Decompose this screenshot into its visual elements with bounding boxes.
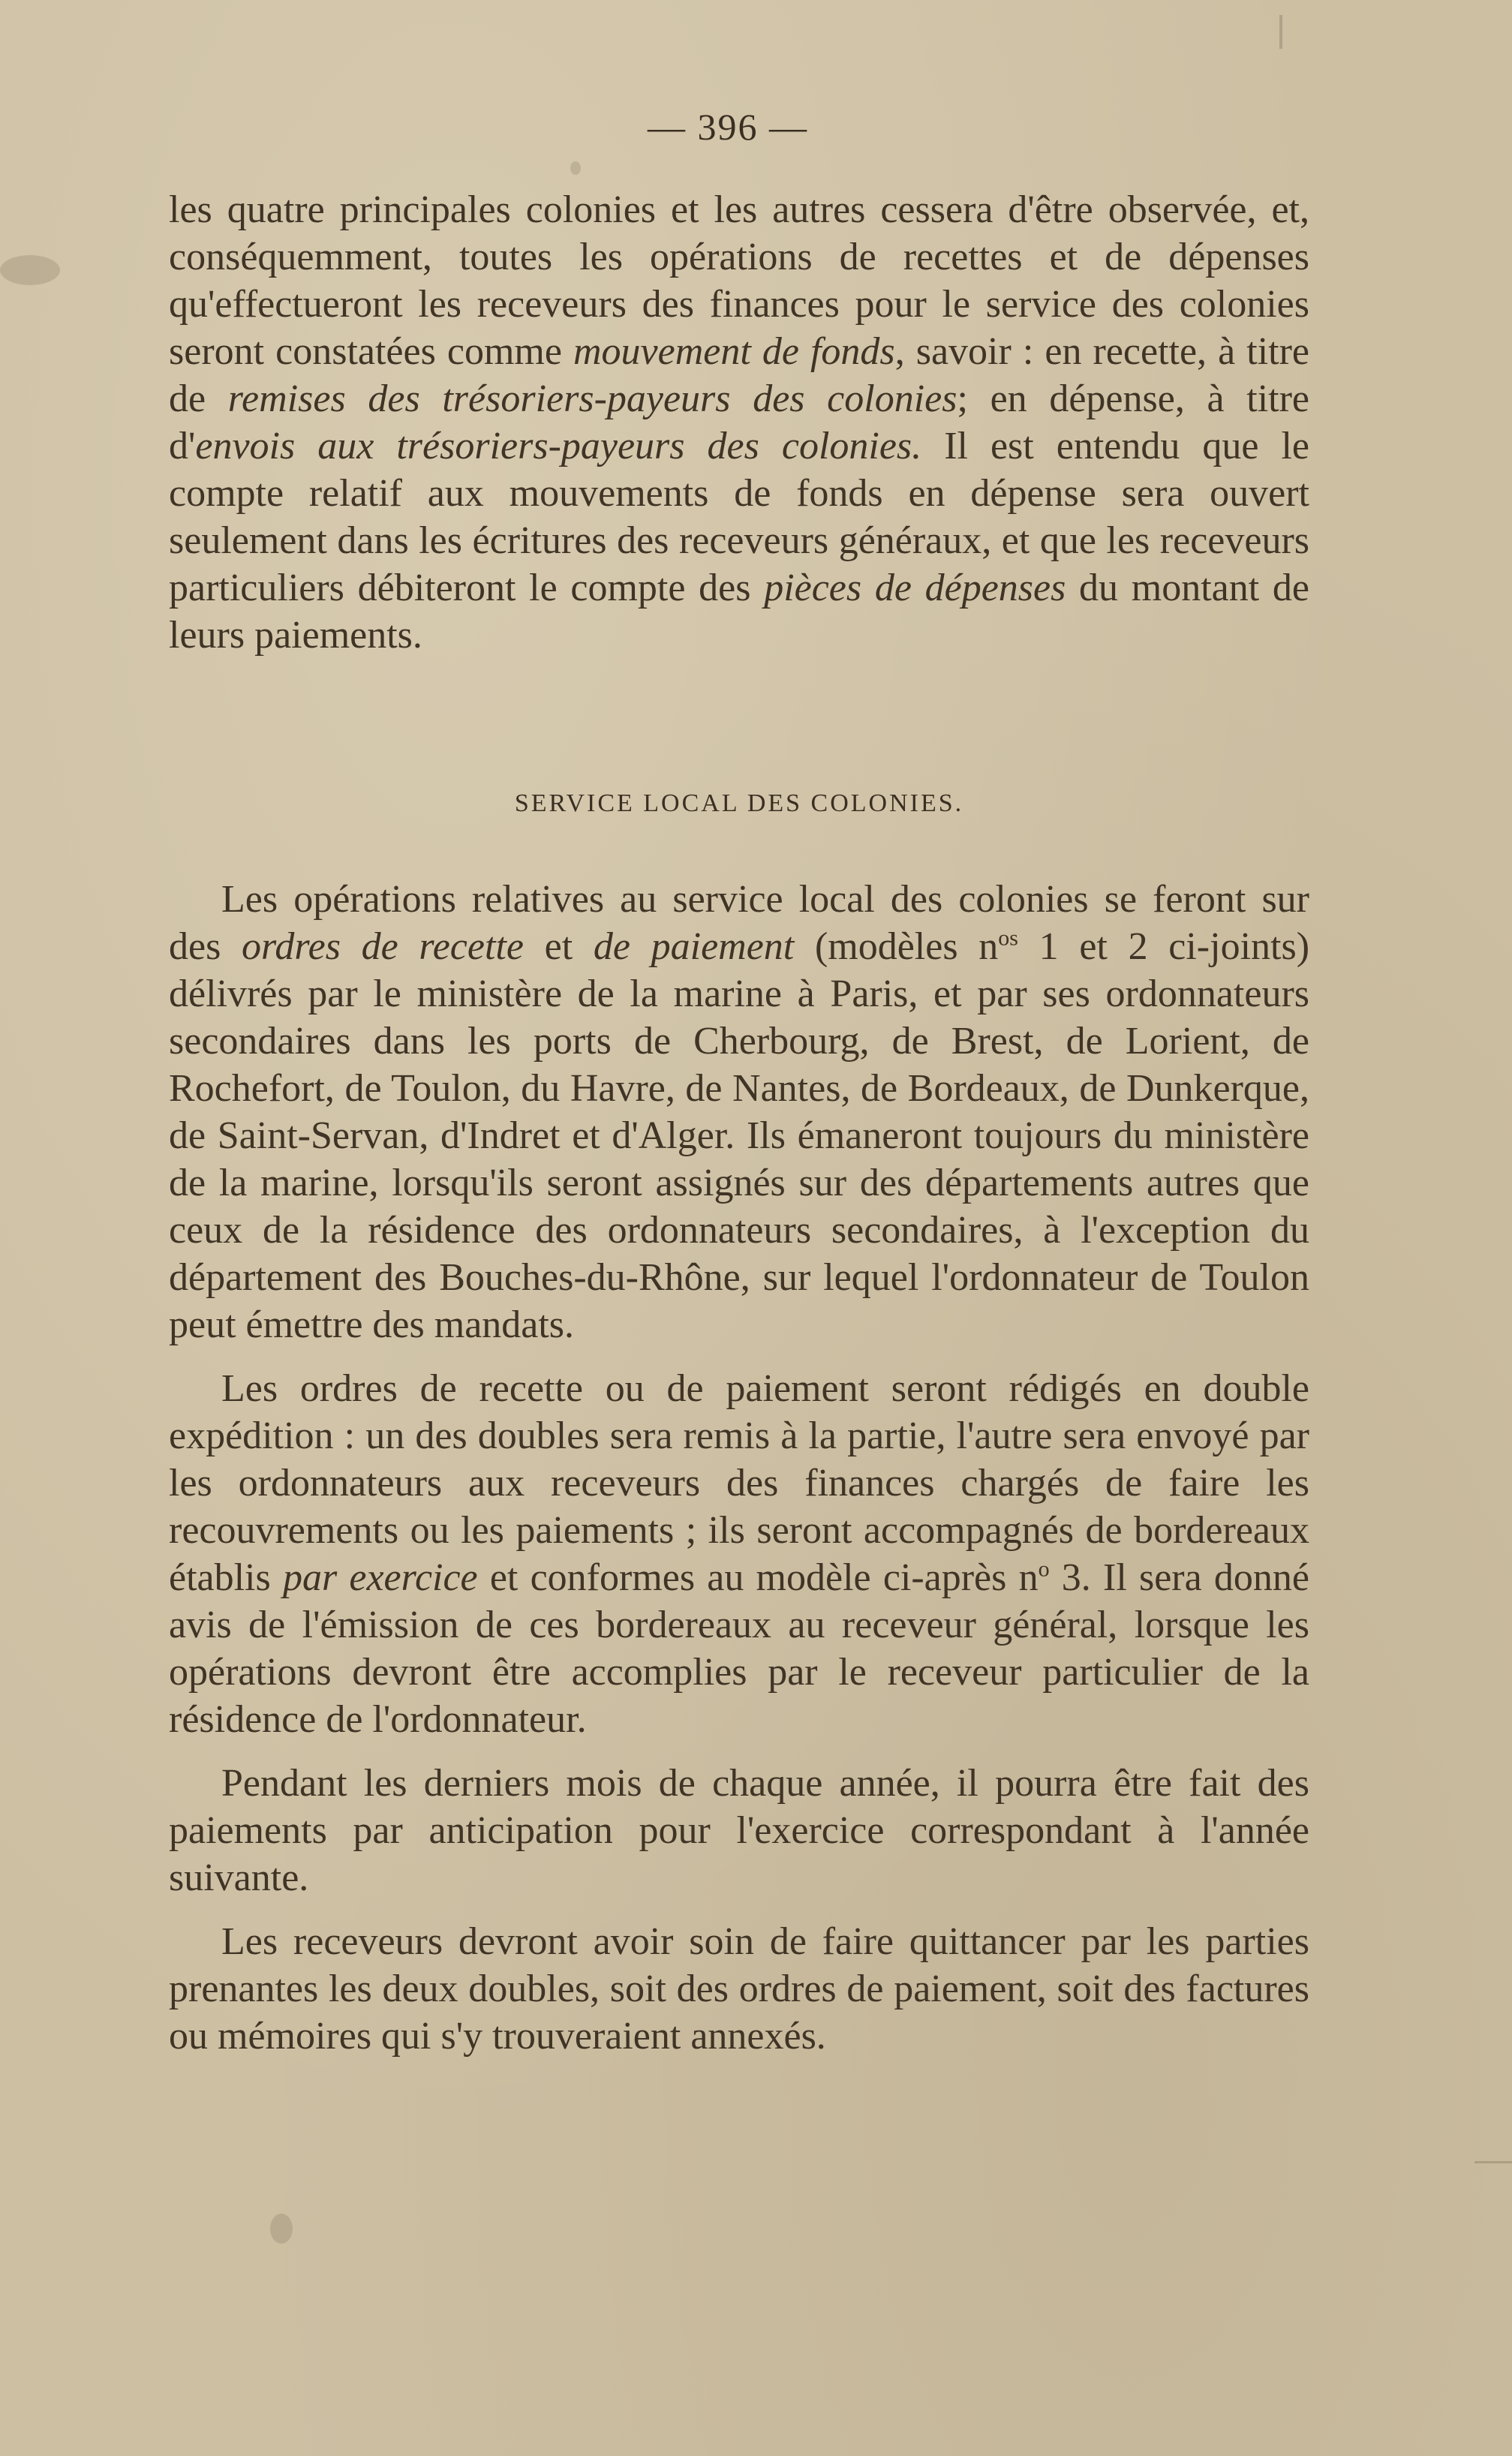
paper-edge-mark <box>1279 15 1282 49</box>
text-run: Il est entendu que le compte relatif aux mouvements de fonds en dépense sera ouvert seulement dans les écritures des receveurs généraux, et que les receveurs particuliers débiteront le compte des <box>169 425 1310 609</box>
paragraph <box>169 876 1309 1348</box>
italic-term: de paiement <box>593 925 795 968</box>
text-run: , savoir : en recette, à titre de <box>169 330 1309 420</box>
text-run: les quatre principales colonies et les autres cessera d'être observée, et, conséquemment, toutes les opérations de recettes et de dépenses qu'effectueront les receveurs des finances pour le service des colonies seront constatées comme <box>169 188 1309 373</box>
text-run: Pendant les derniers mois de chaque année, il pourra être fait des paiements par anticipation pour l'exercice correspondant à l'année suivante. <box>169 1762 1309 1899</box>
text-run: Les opérations relatives au service local des colonies se feront sur des <box>169 878 1309 968</box>
text-block-main <box>169 876 1309 2076</box>
text-run: et <box>523 925 594 968</box>
paper-stain <box>0 255 60 285</box>
paragraph <box>169 1365 1309 1743</box>
text-run: du montant de leurs paiements. <box>169 567 1309 657</box>
paragraph <box>169 186 1309 659</box>
italic-term: remises des trésoriers-payeurs des colonies <box>227 377 957 420</box>
superscript: os <box>998 925 1018 951</box>
paper-stain <box>570 161 581 175</box>
paper-stain <box>270 2214 293 2244</box>
paragraph <box>169 1918 1309 2060</box>
page-number: — 396 — <box>648 106 808 148</box>
section-heading: SERVICE LOCAL DES COLONIES. <box>514 789 964 817</box>
italic-term: envois aux trésoriers-payeurs des colonies. <box>195 425 922 467</box>
italic-term: par exercice <box>282 1556 478 1599</box>
text-run: ; en dépense, à titre d' <box>169 377 1309 467</box>
italic-term: ordres de recette <box>242 925 524 968</box>
text-block-top <box>169 186 1309 675</box>
text-run: 3. Il sera donné avis de l'émission de ces bordereaux au receveur général, lorsque les opérations devront être accomplies par le receveur particulier de la résidence de l'ordonnateur. <box>169 1556 1309 1741</box>
text-run: et conformes au modèle ci-après n <box>477 1556 1039 1599</box>
italic-term: pièces de dépenses <box>764 567 1066 609</box>
text-run: Les receveurs devront avoir soin de faire quittancer par les parties prenantes les deux doubles, soit des ordres de paiement, soit des factures ou mémoires qui s'y trouveraient annexés. <box>169 1920 1309 2058</box>
paper-edge-mark <box>1474 2161 1512 2163</box>
paragraph <box>169 1760 1309 1901</box>
text-run: 1 et 2 ci-joints) délivrés par le ministère de la marine à Paris, et par ses ordonnateurs secondaires dans les ports de Cherbourg, de Brest, de Lorient, de Rochefort, de Toulon, du Havre, de Nantes, de Bordeaux, de Dunkerque, de Saint-Servan, d'Indret et d'Alger. Ils émaneront toujours du ministère de la marine, lorsqu'ils seront assignés sur des départements autres que ceux de la résidence des ordonnateurs secondaires, à l'exception du département des Bouches-du-Rhône, sur lequel l'ordonnateur de Toulon peut émettre des mandats. <box>169 925 1310 1346</box>
text-run: Les ordres de recette ou de paiement seront rédigés en double expédition : un des doubles sera remis à la partie, l'autre sera envoyé par les ordonnateurs aux receveurs des finances chargés de faire les recouvrements ou les paiements ; ils seront accompagnés de bordereaux établis <box>169 1367 1309 1599</box>
text-run: (modèles n <box>794 925 999 968</box>
superscript: o <box>1038 1556 1050 1582</box>
italic-term: mouvement de fonds <box>573 330 895 373</box>
